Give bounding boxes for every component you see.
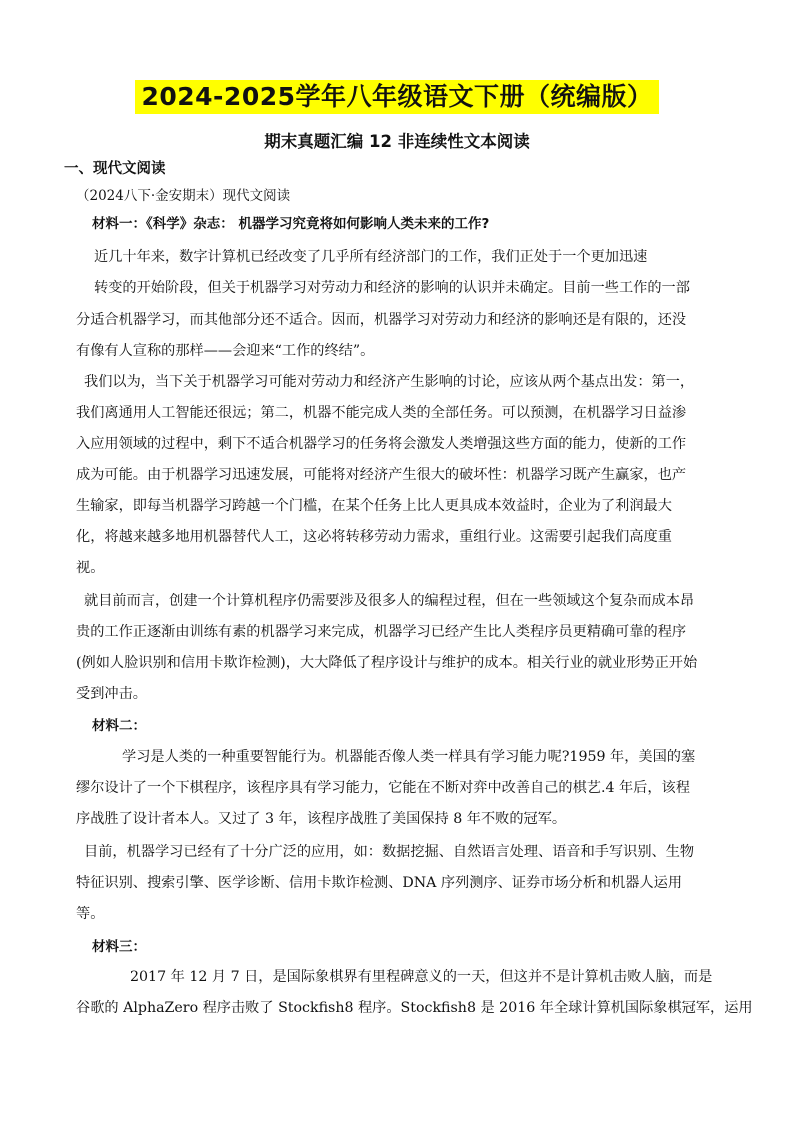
paragraph-line: 序战胜了设计者本人。又过了 3 年，该程序战胜了美国保持 8 年不败的冠军。 [76,811,567,827]
paragraph-line: 视。 [76,560,105,576]
exam-source: （2024八下·金安期末）现代文阅读 [76,188,291,204]
paragraph-line: 我们以为，当下关于机器学习可能对劳动力和经济产生影响的讨论，应该从两个基点出发：第一， [84,374,695,390]
paragraph-line: 就目前而言，创建一个计算机程序仍需要涉及很多人的编程过程，但在一些领域这个复杂而成本昂 [84,593,695,609]
document-title: 2024-2025学年八年级语文下册（统编版） [135,80,658,114]
material3-heading: 材料三： [92,939,146,955]
material2-heading: 材料二： [92,718,146,734]
paragraph-line: 特征识别、搜索引擎、医学诊断、信用卡欺诈检测、DNA 序列测序、证券市场分析和机器人运用 [76,875,683,891]
paragraph-line: (例如人脸识别和信用卡欺诈检测)，大大降低了程序设计与维护的成本。相关行业的就业形势正开始 [76,655,698,671]
paragraph-line: 生输家，即每当机器学习跨越一个门槛，在某个任务上比人更具成本效益时，企业为了利润最大 [76,498,672,514]
paragraph-line: 缪尔设计了一个下棋程序，该程序具有学习能力，它能在不断对弈中改善自己的棋艺.4 年后，该程 [76,780,690,796]
paragraph-line: 受到冲击。 [76,686,147,702]
paragraph-line: 有像有人宣称的那样——会迎来“工作的终结”。 [76,343,375,359]
paragraph-line: 分适合机器学习，而其他部分还不适合。因而，机器学习对劳动力和经济的影响还是有限的，还没 [76,312,687,328]
paragraph-line: 贵的工作正逐渐由训练有素的机器学习来完成，机器学习已经产生比人类程序员更精确可靠的程序 [76,624,687,640]
paragraph-line: 我们离通用人工智能还很远；第二，机器不能完成人类的全部任务。可以预测，在机器学习日益渗 [76,405,687,421]
title-row [0,80,794,114]
paragraph-line: 等。 [76,906,105,922]
paragraph-line: 转变的开始阶段，但关于机器学习对劳动力和经济的影响的认识并未确定。目前一些工作的一部 [94,280,690,296]
material1-heading: 材料一：《科学》杂志： 机器学习究竟将如何影响人类未来的工作? [92,216,490,232]
paragraph-line: 学习是人类的一种重要智能行为。机器能否像人类一样具有学习能力呢?1959 年，美国的塞 [122,749,696,765]
paragraph-line: 入应用领域的过程中，剩下不适合机器学习的任务将会激发人类增强这些方面的能力，使新的工作 [76,436,687,452]
section-heading: 一、现代文阅读 [64,161,166,177]
paragraph-line: 近几十年来，数字计算机已经改变了几乎所有经济部门的工作，我们正处于一个更加迅速 [94,249,648,265]
paragraph-line: 谷歌的 AlphaZero 程序击败了 Stockfish8 程序。Stockfish8 是 2016 年全球计算机国际象棋冠军，运用 [76,1000,753,1016]
paragraph-line: 目前，机器学习已经有了十分广泛的应用，如：数据挖掘、自然语言处理、语音和手写识别、生物 [84,844,695,860]
paragraph-line: 成为可能。由于机器学习迅速发展，可能将对经济产生很大的破坏性：机器学习既产生赢家，也产 [76,467,687,483]
paragraph-line: 化，将越来越多地用机器替代人工，这必将转移劳动力需求，重组行业。这需要引起我们高度重 [76,529,672,545]
document-subtitle: 期末真题汇编 12 非连续性文本阅读 [264,132,530,151]
paragraph-line: 2017 年 12 月 7 日，是国际象棋界有里程碑意义的一天，但这并不是计算机击败人脑，而是 [130,969,713,985]
